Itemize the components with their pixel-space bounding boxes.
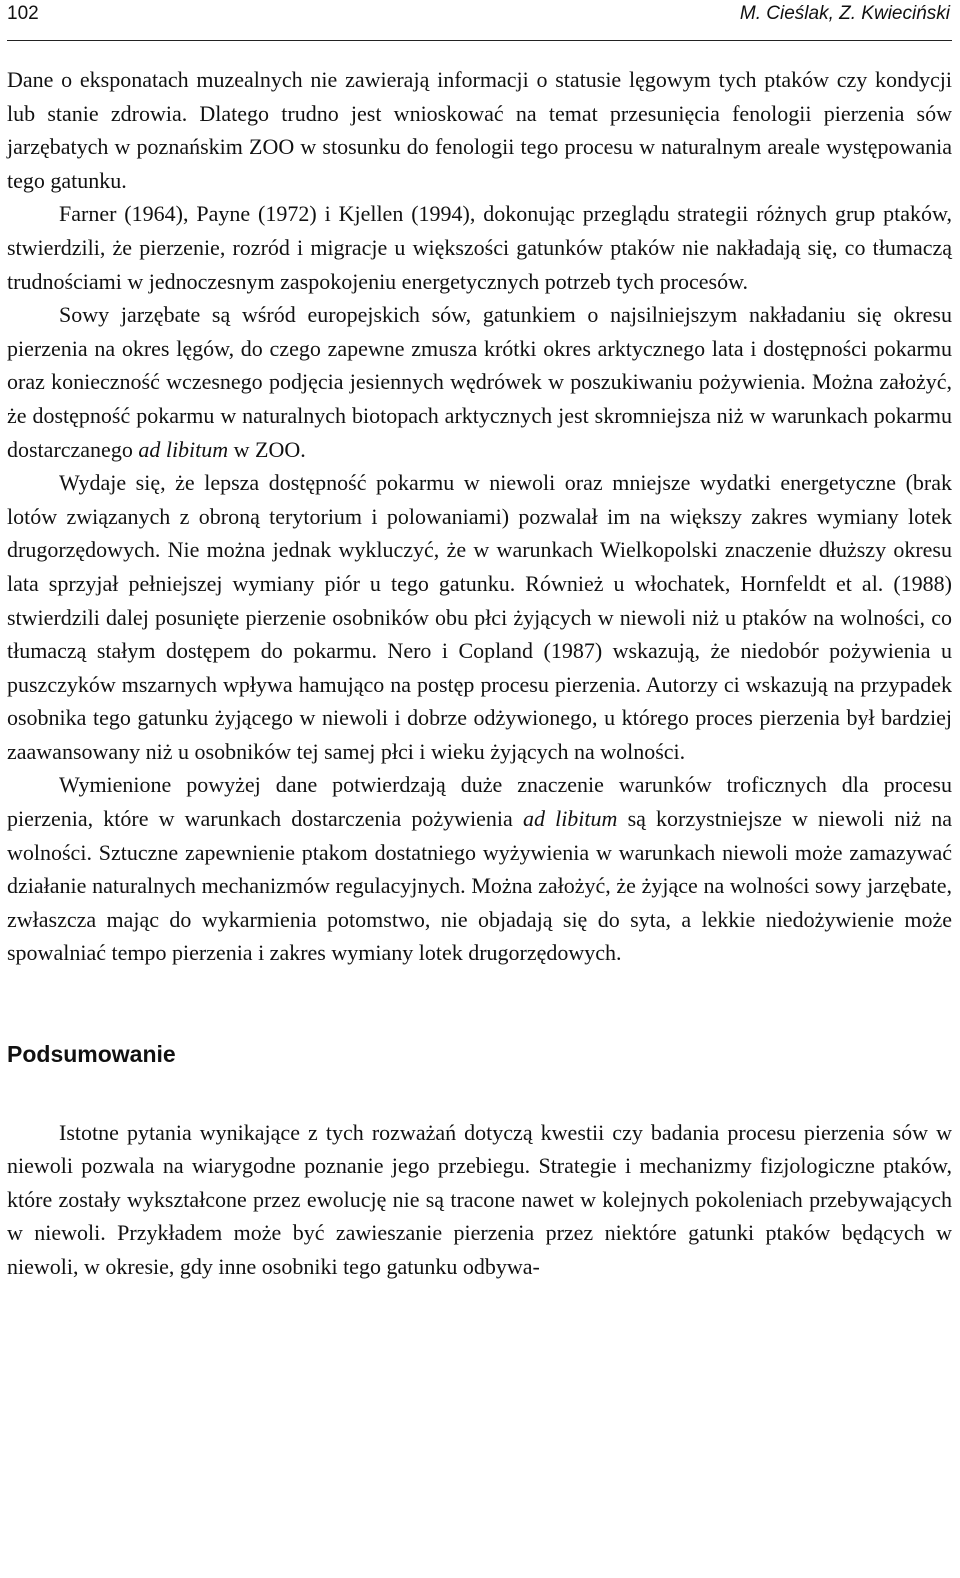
paragraph-text: w ZOO.: [228, 436, 306, 462]
article-body: [7, 63, 952, 1284]
paragraph-text: Istotne pytania wynikające z tych rozważań dotyczą kwestii czy badania procesu pierzenia sów w niewoli pozwala na wiarygodne poznanie jego przebiegu. Strategie i mechanizmy fizjologiczne ptaków, które zostały wykształcone przez ewolucję nie są tracone nawet w kolejnych pokoleniach przebywających w niewoli. Przykładem może być zawieszanie pierzenia przez niektóre gatunki ptaków będących w niewoli, w okresie, gdy inne osobniki tego gatunku odbywa-: [7, 1119, 952, 1279]
paragraph-snowy-owls-overlap: [7, 298, 952, 466]
paragraph-text: Wymienione powyżej dane potwierdzają duże znaczenie warunków troficznych dla procesu pierzenia, które w warunkach dostarczenia pożywienia: [7, 772, 952, 832]
page: [7, 0, 952, 1284]
page-number: 102: [7, 3, 39, 24]
paragraph-text: Farner (1964), Payne (1972) i Kjellen (1994), dokonując przeglądu strategii różnych grup ptaków, stwierdzili, że pierzenie, rozród i migracje u większości gatunków ptaków nie nakładają się, co tłumaczą trudnościami w jednoczesnym zaspokojeniu energetycznych potrzeb tych procesów.: [7, 201, 952, 294]
running-head-authors: M. Cieślak, Z. Kwieciński: [739, 3, 950, 24]
latin-term-ad-libitum: ad libitum: [138, 436, 229, 462]
paragraph-museum-specimens: [7, 63, 952, 197]
paragraph-farner-payne-kjellen: [7, 197, 952, 298]
latin-term-ad-libitum: ad libitum: [522, 806, 618, 832]
section-heading: Podsumowanie: [7, 1041, 176, 1068]
paragraph-food-availability: [7, 466, 952, 768]
paragraph-text: są korzystniejsze w niewoli niż na wolności. Sztuczne zapewnienie ptakom dostatniego wyżywienia w warunkach niewoli może zamazywać działanie naturalnych mechanizmów regulacyjnych. Można założyć, że żyjące na wolności sowy jarzębate, zwłaszcza mając do wykarmienia potomstwo, nie objadają się do syta, a lekkie niedożywienie może spowalniać tempo pierzenia i zakres wymiany lotek drugorzędowych.: [7, 806, 952, 966]
paragraph-trophic-conditions: [7, 768, 952, 970]
paragraph-text: Wydaje się, że lepsza dostępność pokarmu w niewoli oraz mniejsze wydatki energetyczne (brak lotów związanych z obroną terytorium i polowaniami) pozwalał im na większy zakres wymiany lotek drugorzędowych. Nie można jednak wykluczyć, że w warunkach Wielkopolski znaczenie dłuższy okresu lata sprzyjał pełniejszej wymiany piór u tego gatunku. Również u włochatek, Hornfeldt et al. (1988) stwierdzili dalej posunięte pierzenie osobników obu płci żyjących w niewoli niż u ptaków na wolności, co tłumaczą stałym dostępem do pokarmu. Nero i Copland (1987) wskazują, że niedobór pożywienia u puszczyków mszarnych wpływa hamująco na postęp procesu pierzenia. Autorzy ci wskazują na przypadek osobnika tego gatunku żyjącego w niewoli i dobrze odżywionego, u którego proces pierzenia był bardziej zaawansowany niż u osobników tej samej płci i wieku żyjących na wolności.: [7, 470, 952, 764]
running-header: [7, 0, 952, 41]
paragraph-text: Sowy jarzębate są wśród europejskich sów, gatunkiem o najsilniejszym nakładaniu się okresu pierzenia na okres lęgów, do czego zapewne zmusza krótki okres arktycznego lata i dostępności pokarmu oraz konieczność wczesnego podjęcia jesiennych wędrówek w poszukiwaniu pożywienia. Można założyć, że dostępność pokarmu w naturalnych biotopach arktycznych jest skromniejsza niż w warunkach pokarmu dostarczanego: [7, 302, 952, 462]
paragraph-text: Dane o eksponatach muzealnych nie zawierają informacji o statusie lęgowym tych ptaków czy kondycji lub stanie zdrowia. Dlatego trudno jest wnioskować na temat przesunięcia fenologii pierzenia sów jarzębatych w poznańskim ZOO w stosunku do fenologii tego procesu w naturalnym areale występowania tego gatunku.: [7, 67, 952, 193]
paragraph-summary: [7, 1116, 952, 1284]
